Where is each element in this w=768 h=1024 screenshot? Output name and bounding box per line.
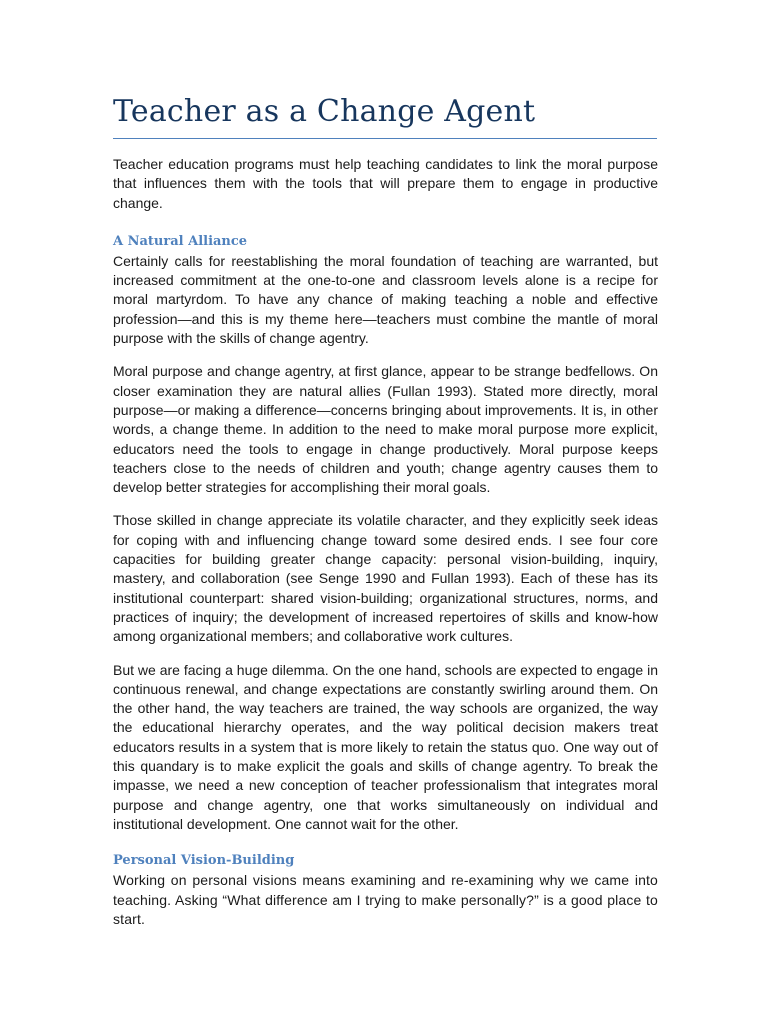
paragraph-natural-alliance-3: Those skilled in change appreciate its volatile character, and they explicitly seek ideas for coping with and influencing change toward some desired ends. I see four core capacities for building greater change capacity: personal vision-building, inquiry, mastery, and collaboration (see Senge 1990 and Fullan 1993). Each of these has its institutional counterpart: shared vision-building; organizational structures, norms, and practices of inquiry; the development of increased repertoires of skills and know-how among organizational members; and collaborative work cultures. <box>113 512 658 645</box>
document-page <box>113 92 658 929</box>
section-heading-personal-vision-building: Personal Vision-Building <box>113 853 295 869</box>
paragraph-personal-vision-1: Working on personal visions means examining and re-examining why we came into teaching. Asking “What difference am I trying to make personally?” is a good place to start. <box>113 872 658 927</box>
section-heading-natural-alliance: A Natural Alliance <box>113 233 248 249</box>
title-underline <box>113 138 657 139</box>
page-title: Teacher as a Change Agent <box>113 94 536 129</box>
paragraph-natural-alliance-2: Moral purpose and change agentry, at first glance, appear to be strange bedfellows. On closer examination they are natural allies (Fullan 1993). Stated more directly, moral purpose—or making a difference—concerns bringing about improvements. It is, in other words, a change theme. In addition to the need to make moral purpose more explicit, educators need the tools to engage in change productively. Moral purpose keeps teachers close to the needs of children and youth; change agentry causes them to develop better strategies for accomplishing their moral goals. <box>113 363 658 496</box>
paragraph-natural-alliance-1: Certainly calls for reestablishing the moral foundation of teaching are warranted, but increased commitment at the one-to-one and classroom levels alone is a recipe for moral martyrdom. To have any chance of making teaching a noble and effective profession—and this is my theme here—teachers must combine the mantle of moral purpose with the skills of change agentry. <box>113 252 658 347</box>
intro-paragraph: Teacher education programs must help teaching candidates to link the moral purpose that influences them with the tools that will prepare them to engage in productive change. <box>113 156 658 211</box>
paragraph-natural-alliance-4: But we are facing a huge dilemma. On the one hand, schools are expected to engage in continuous renewal, and change expectations are constantly swirling around them. On the other hand, the way teachers are trained, the way schools are organized, the way the educational hierarchy operates, and the way political decision makers treat educators results in a system that is more likely to retain the status quo. One way out of this quandary is to make explicit the goals and skills of change agentry. To break the impasse, we need a new conception of teacher professionalism that integrates moral purpose and change agentry, one that works simultaneously on individual and institutional development. One cannot wait for the other. <box>113 661 658 832</box>
